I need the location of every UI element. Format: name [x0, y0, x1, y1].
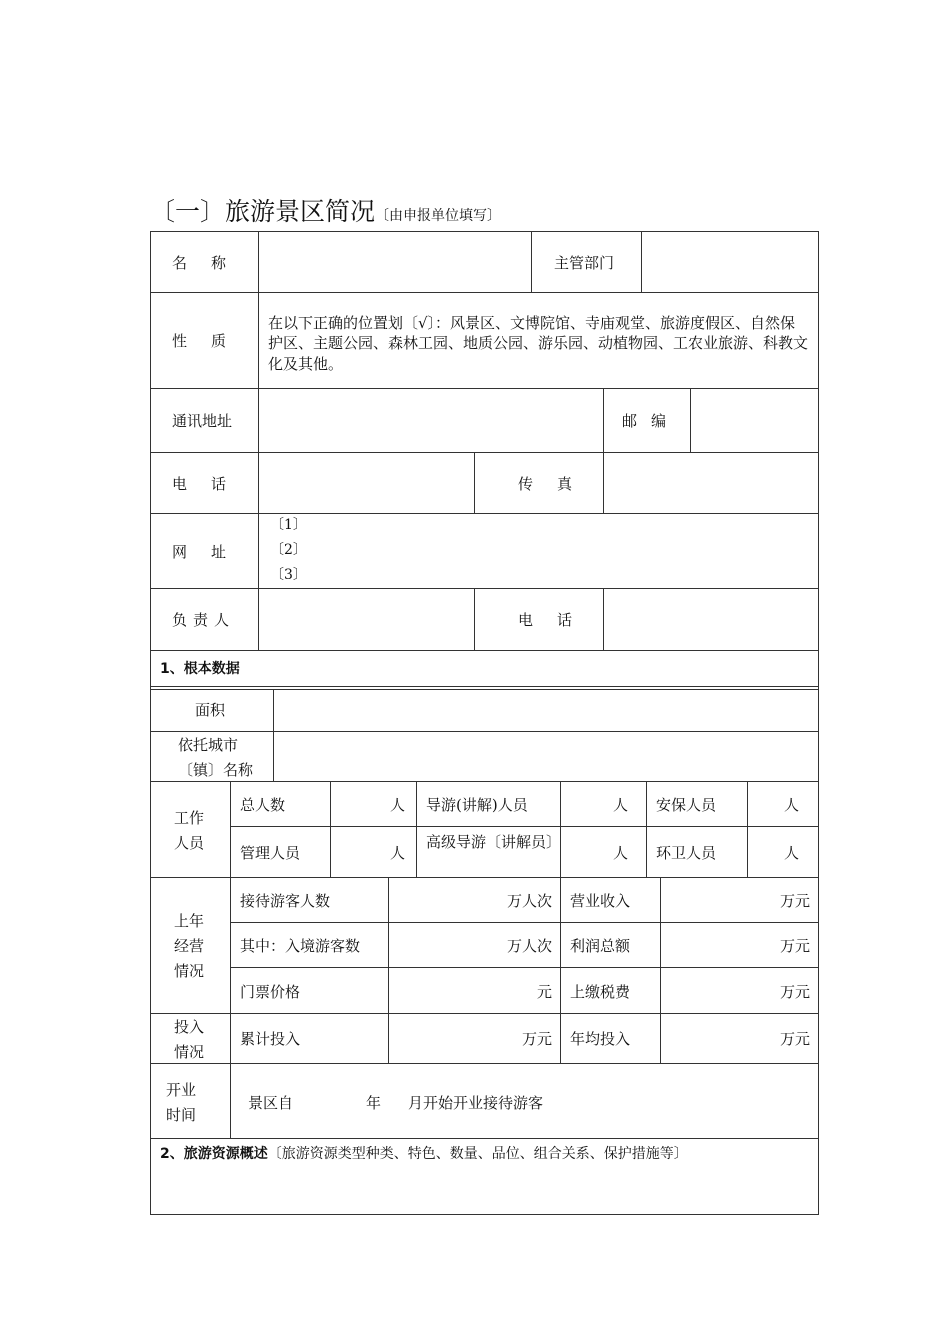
staff-managers-unit: 人 [390, 844, 406, 862]
phone-label: 电话 [172, 475, 251, 493]
form-title-sub: 〔由申报单位填写〕 [375, 208, 502, 224]
operation-label-line1: 上年 [174, 912, 205, 930]
opening-year: 年 [366, 1094, 382, 1112]
staff-total-unit: 人 [390, 796, 406, 814]
revenue-unit: 万元 [779, 892, 810, 910]
staff-label-line1: 工作 [174, 809, 205, 827]
form-title-main: 〔一〕旅游景区简况 [150, 197, 376, 226]
area-label: 面积 [195, 701, 226, 719]
city-label-line2: 〔镇〕名称 [178, 761, 254, 779]
operation-label-line2: 经营 [174, 937, 205, 955]
cumulative-unit: 万元 [521, 1030, 552, 1048]
ticket-label: 门票价格 [240, 983, 301, 1001]
visitors-label: 接待游客人数 [240, 892, 331, 910]
staff-security-label: 安保人员 [656, 796, 717, 814]
nature-label: 性质 [172, 332, 251, 350]
section2-note: 〔旅游资源类型种类、特色、数量、品位、组合关系、保护措施等〕 [267, 1146, 688, 1162]
fax-label: 传真 [518, 475, 597, 493]
inbound-label: 其中：入境游客数 [240, 937, 361, 955]
operation-label-line3: 情况 [174, 962, 205, 980]
inbound-unit: 万人次 [506, 937, 552, 955]
staff-senior-guides-label: 高级导游〔讲解员〕 [426, 833, 562, 851]
dept-label: 主管部门 [554, 254, 615, 272]
section2-heading [160, 1144, 688, 1163]
staff-guides-unit: 人 [613, 796, 629, 814]
staff-total-label: 总人数 [240, 796, 286, 814]
cumulative-label: 累计投入 [240, 1030, 301, 1048]
visitors-unit: 万人次 [506, 892, 552, 910]
ticket-unit: 元 [536, 983, 552, 1001]
profit-unit: 万元 [779, 937, 810, 955]
profit-label: 利润总额 [570, 937, 631, 955]
table-lower [150, 650, 819, 1215]
section2-title: 2、旅游资源概述 [160, 1146, 268, 1162]
section1-title: 1、根本数据 [160, 661, 240, 677]
name-label: 名称 [172, 254, 251, 272]
zip-label: 邮编 [622, 412, 681, 430]
opening-prefix: 景区自 [248, 1094, 294, 1112]
tax-label: 上缴税费 [570, 983, 631, 1001]
staff-guides-label: 导游(讲解)人员 [426, 796, 528, 814]
staff-label-line2: 人员 [174, 834, 205, 852]
opening-label-line2: 时间 [166, 1106, 197, 1124]
staff-managers-label: 管理人员 [240, 844, 301, 862]
opening-suffix: 月开始开业接待游客 [408, 1094, 544, 1112]
website-label: 网址 [172, 543, 251, 561]
website-item-2: 〔2〕 [270, 542, 307, 558]
staff-sanitation-unit: 人 [784, 844, 800, 862]
form-title [150, 192, 501, 228]
city-label-line1: 依托城市 [178, 736, 239, 754]
staff-senior-guides-unit: 人 [613, 844, 629, 862]
staff-security-unit: 人 [784, 796, 800, 814]
website-item-3: 〔3〕 [270, 567, 307, 583]
nature-options-text: 在以下正确的位置划〔√〕：风景区、文博院馆、寺庙观堂、旅游度假区、自然保护区、主题公园、森林工园、地质公园、游乐园、动植物园、工农业旅游、科教文化及其他。 [268, 314, 809, 373]
opening-label-line1: 开业 [166, 1081, 197, 1099]
website-item-1: 〔1〕 [270, 517, 307, 533]
person-phone-label: 电话 [518, 611, 597, 629]
staff-sanitation-label: 环卫人员 [656, 844, 717, 862]
tax-unit: 万元 [779, 983, 810, 1001]
person-label: 负责人 [172, 611, 236, 629]
investment-label-line1: 投入 [174, 1018, 205, 1036]
annual-unit: 万元 [779, 1030, 810, 1048]
investment-label-line2: 情况 [174, 1043, 205, 1061]
address-label: 通讯地址 [172, 412, 233, 430]
revenue-label: 营业收入 [570, 892, 631, 910]
annual-label: 年均投入 [570, 1030, 631, 1048]
